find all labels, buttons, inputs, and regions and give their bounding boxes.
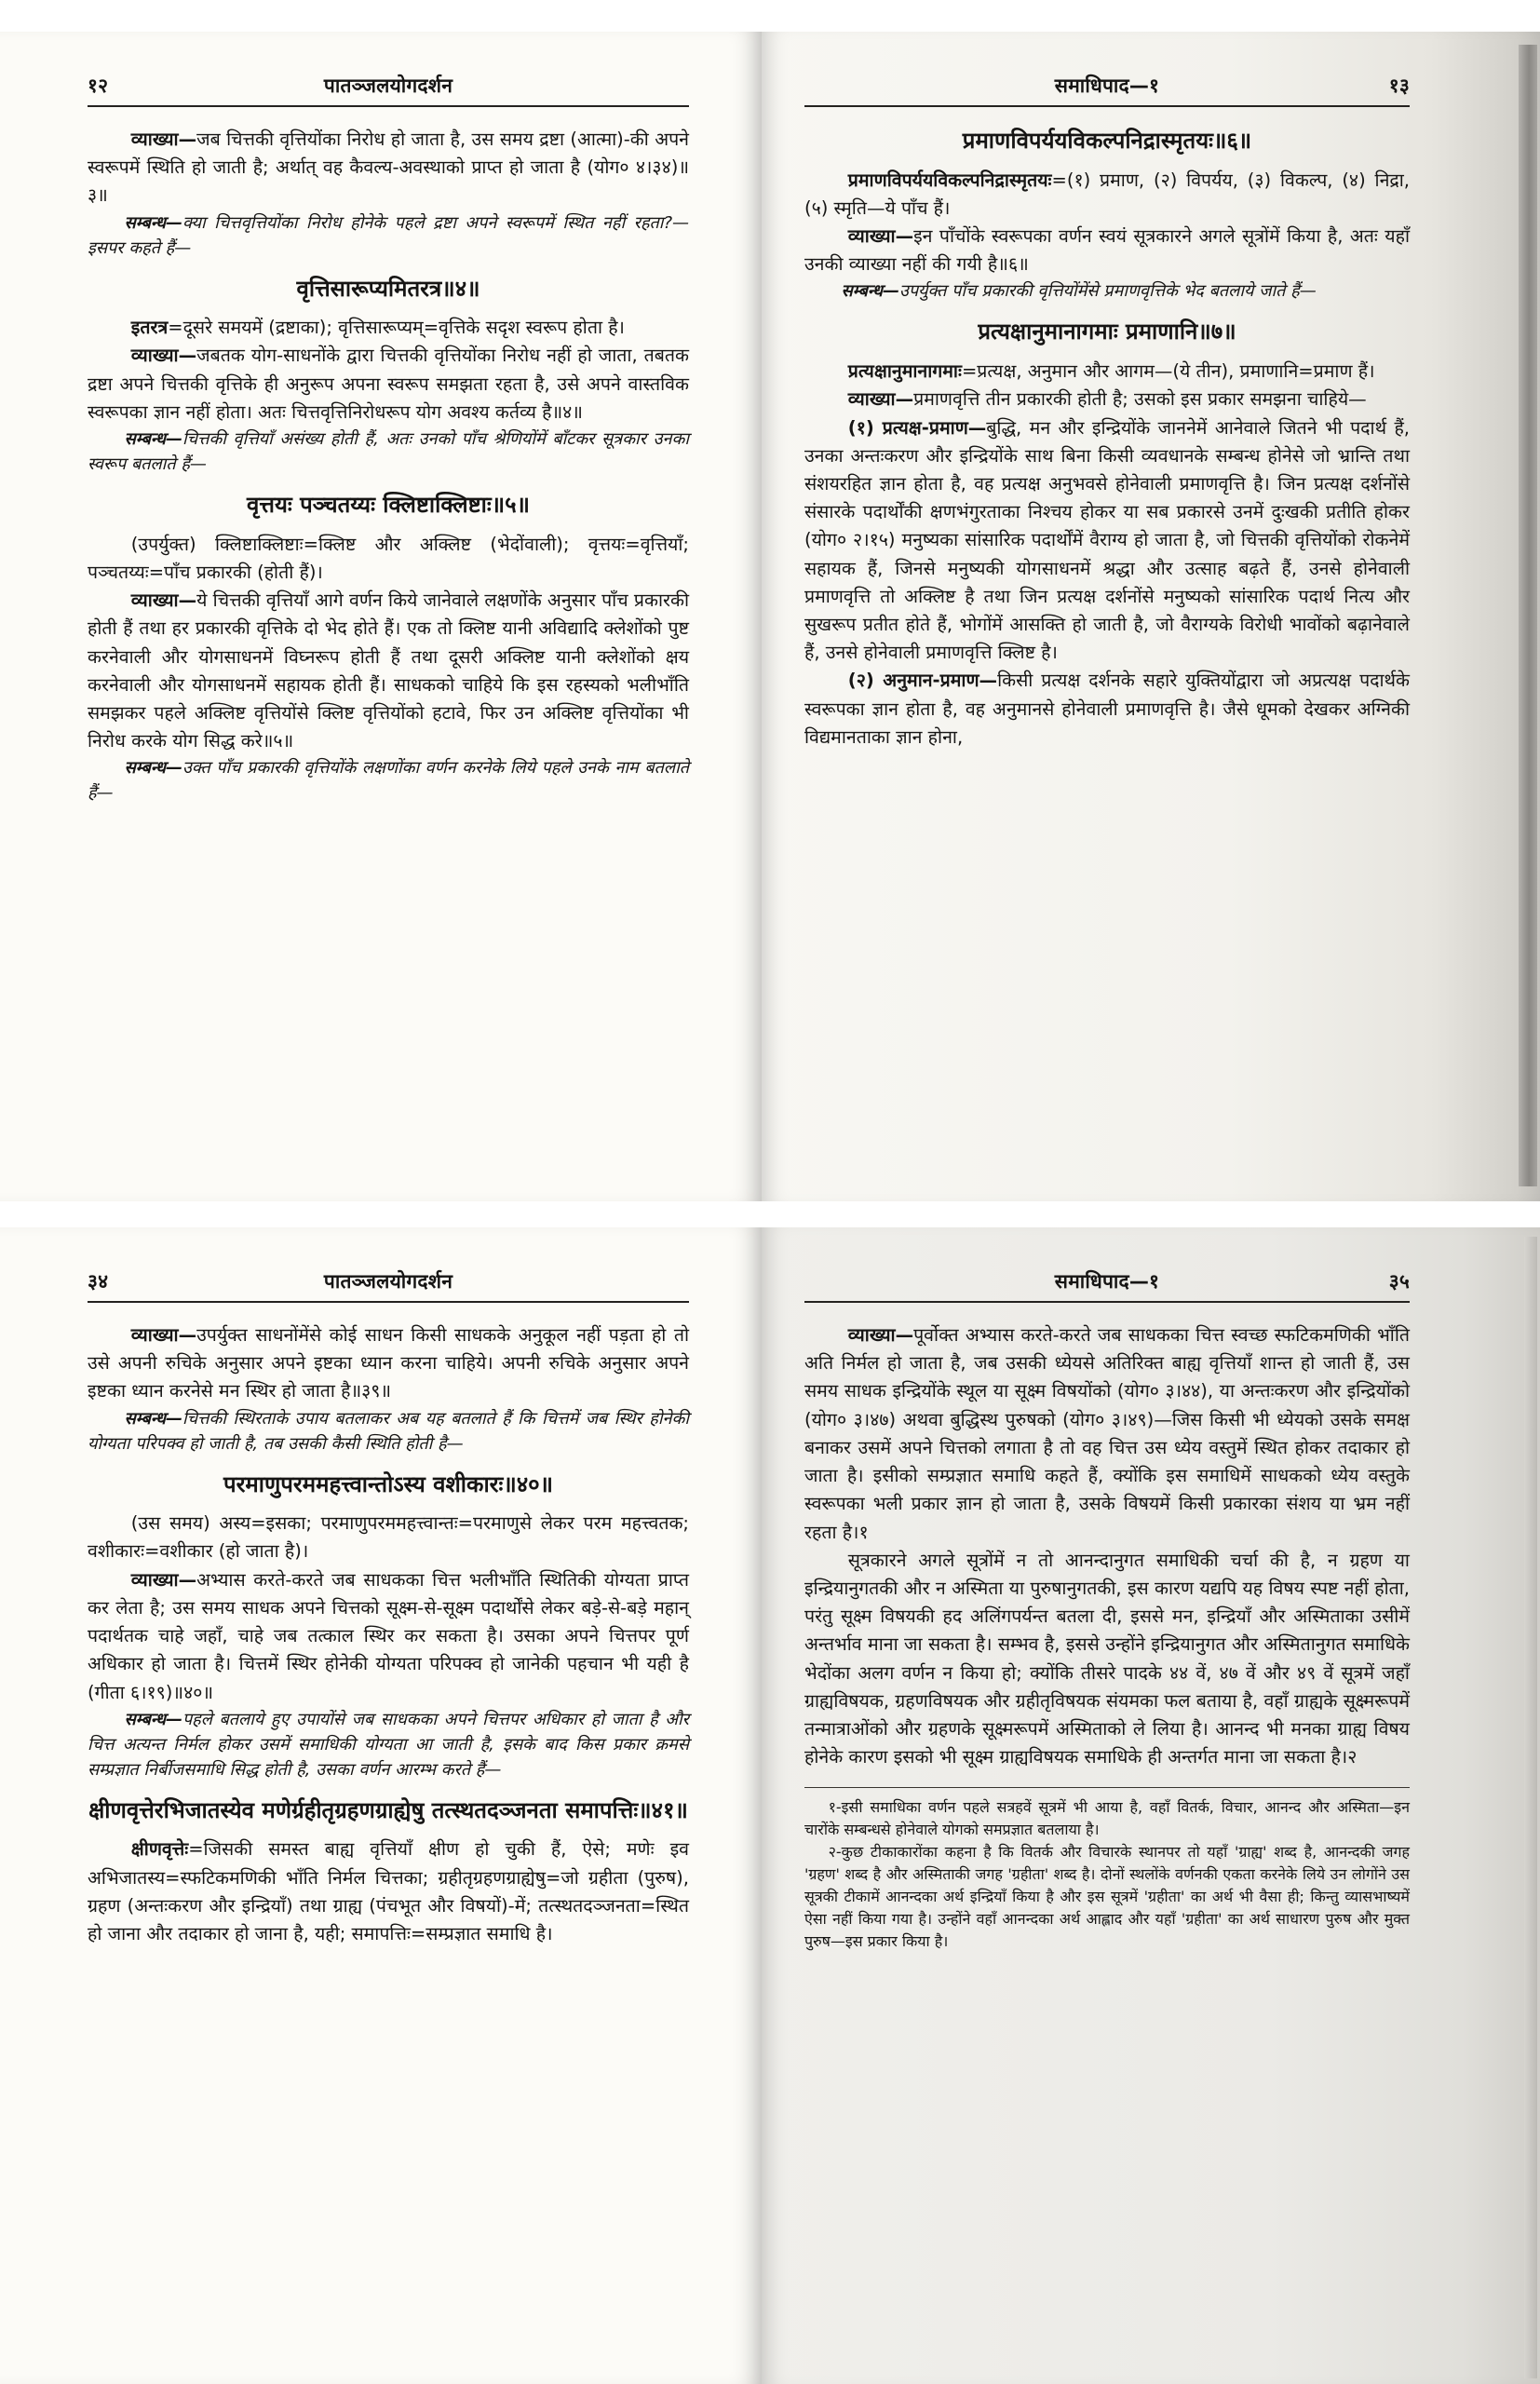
sambandha-note (88, 1406, 689, 1456)
paragraph-text: =प्रत्यक्ष, अनुमान और आगम—(ये तीन), प्रमाणानि=प्रमाण हैं। (961, 360, 1375, 383)
paragraph-label: व्याख्या— (130, 1324, 197, 1346)
pramana-paragraph-1 (804, 414, 1410, 668)
paragraph-text: पहले बतलाये हुए उपायोंसे जब साधकका अपने चित्तपर अधिकार हो जाता है और चित्त अत्यन्त निर्मल होकर उसमें समाधिकी योग्यता आ जाती है, इसके बाद किस प्रकार क्रमसे सम्प्रज्ञात निर्बीजसमाधि सिद्ध होती है, उसका वर्णन आरम्भ करते हैं— (88, 1709, 689, 1780)
paragraph-text: (उस समय) अस्य=इसका; परमाणुपरममहत्त्वान्तः=परमाणुसे लेकर परम महत्त्वतक; वशीकारः=वशीकार (हो जाता है)। (88, 1512, 689, 1563)
vyakhya-paragraph (804, 1321, 1410, 1547)
header-rule (88, 105, 689, 107)
paragraph-text: क्या चित्तवृत्तियोंका निरोध होनेके पहले द्रष्टा अपने स्वरूपमें स्थित नहीं रहता?—इसपर कहते हैं— (88, 212, 689, 258)
running-head (88, 73, 689, 99)
vyakhya-paragraph (88, 1566, 689, 1707)
header-rule (88, 1301, 689, 1303)
book-spread-bottom (0, 1227, 1540, 2384)
pramana-paragraph-2 (804, 667, 1410, 752)
running-title: समाधिपाद—१ (1054, 1270, 1160, 1293)
paragraph-label: सम्बन्ध— (124, 212, 182, 233)
anvaya-paragraph (804, 167, 1410, 223)
page-number: १३ (1388, 74, 1410, 97)
paragraph-text: अभ्यास करते-करते जब साधकका चित्त भलीभाँति स्थितिकी योग्यता प्राप्त कर लेता है; उस समय साधक अपने चित्तको सूक्ष्म-से-सूक्ष्म पदार्थोंसे लेकर बड़े-से-बड़े महान् पदार्थतक चाहे जहाँ, चाहे जब तत्काल स्थिर कर सकता है। उसका अपने चित्तपर पूर्ण अधिकार हो जाता है। चित्तमें स्थिर होनेकी योग्यता परिपक्व हो जानेकी पहचान भी यही है (गीता ६।१९)॥४०॥ (88, 1568, 689, 1703)
footnote-2: २-कुछ टीकाकारोंका कहना है कि वितर्क और विचारके स्थानपर तो यहाँ 'ग्राह्य' शब्द है, आनन्दकी जगह 'ग्रहण' शब्द है और अस्मिताकी जगह 'ग्रहीता' शब्द है। दोनों स्थलोंके वर्णनकी एकता करनेके लिये उन लोगोंने उस सूत्रकी टीकामें आनन्दका अर्थ इन्द्रियाँ किया है और इस सूत्रमें 'ग्रहीता' का अर्थ भी वैसा ही; किन्तु व्यासभाष्यमें ऐसा नहीं किया गया है। उन्होंने वहाँ आनन्दका अर्थ आह्लाद और यहाँ 'ग्रहीता' का अर्थ साधारण पुरुष और मुक्त पुरुष—इस प्रकार किया है। (804, 1842, 1410, 1950)
paragraph-text: =जिसकी समस्त बाह्य वृत्तियाँ क्षीण हो चुकी हैं, ऐसे; मणेः इव अभिजातस्य=स्फटिकमणिकी भाँति निर्मल चित्तका; ग्रहीतृग्रहणग्राह्येषु=जो ग्रहीता (पुरुष), ग्रहण (अन्तःकरण और इन्द्रियाँ) तथा ग्राह्य (पंचभूत और विषयों)-में; तत्स्थतदञ्जनता=स्थित हो जाना और तदाकार हो जाना है, यही; समापत्तिः=सम्प्रज्ञात समाधि है। (88, 1838, 689, 1945)
paragraph-label: व्याख्या— (130, 1568, 197, 1591)
page-number: ३४ (88, 1270, 109, 1293)
header-rule (804, 1301, 1410, 1303)
vyakhya-paragraph (88, 587, 689, 755)
sutra-heading: वृत्तयः पञ्चतय्यः क्लिष्टाक्लिष्टाः॥५॥ (247, 492, 530, 519)
vyakhya-paragraph (804, 223, 1410, 278)
paragraph-text: उपर्युक्त पाँच प्रकारकी वृत्तियोंमेंसे प्रमाणवृत्तिके भेद बतलाये जाते हैं— (898, 281, 1317, 302)
anvaya-paragraph (88, 1835, 689, 1948)
sutra-heading: प्रत्यक्षानुमानागमाः प्रमाणानि॥७॥ (978, 318, 1236, 345)
paragraph-text: सूत्रकारने अगले सूत्रोंमें न तो आनन्दानुगत समाधिकी चर्चा की है, न ग्रहण या इन्द्रियानुगतकी और न अस्मिता या पुरुषानुगतकी, इस कारण यद्यपि यह विषय स्पष्ट नहीं होता, परंतु सूक्ष्म विषयकी हद अलिंगपर्यन्त बतला दी, इससे मन, इन्द्रियाँ और अस्मिताका उसीमें अन्तर्भाव माना जा सकता है। सम्भव है, इससे उन्होंने इन्द्रियानुगत और अस्मितानुगत समाधिके भेदोंका अलग वर्णन न किया हो; क्योंकि तीसरे पादके ४४ वें, ४७ वें और ४९ वें सूत्रमें जहाँ ग्राह्यविषयक, ग्रहणविषयक और ग्रहीतृविषयक संयमका फल बताया है, वहाँ ग्राह्यके सूक्ष्मरूपमें तन्मात्राओंको और ग्रहणके सूक्ष्मरूपमें अस्मिताको ले लिया है। आनन्द भी मनका ग्राह्य विषय होनेके कारण इसको भी सूक्ष्म ग्राह्यविषयक समाधिके ही अन्तर्गत माना जा सकता है।२ (804, 1549, 1410, 1768)
paragraph-label: व्याख्या— (130, 345, 197, 367)
sambandha-note (88, 210, 689, 261)
paragraph-text: जबतक योग-साधनोंके द्वारा चित्तकी वृत्तियोंका निरोध नहीं हो जाता, तबतक द्रष्टा अपने चित्तकी वृत्तिके ही अनुरूप अपना स्वरूप समझता रहता है, उसे अपने वास्तविक स्वरूपका ज्ञान नहीं होता। अतः चित्तवृत्तिनिरोधरूप योग अवश्य कर्तव्य है॥४॥ (88, 345, 689, 423)
paragraph-text: उक्त पाँच प्रकारकी वृत्तियोंके लक्षणोंका वर्णन करनेके लिये पहले उनके नाम बतलाते हैं— (88, 758, 689, 804)
paragraph-label: (१) प्रत्यक्ष-प्रमाण— (847, 416, 987, 439)
anvaya-paragraph (88, 1510, 689, 1565)
paragraph-text: =दूसरे समयमें (द्रष्टाका); वृत्तिसारूप्यम्=वृत्तिके सदृश स्वरूप होता है। (168, 317, 625, 339)
paragraph-label: इतरत्र (130, 317, 169, 339)
paragraph-text: =(१) प्रमाण, (२) विपर्यय, (३) विकल्प, (४) निद्रा, (५) स्मृति—ये पाँच हैं। (804, 169, 1410, 219)
paragraph-text: प्रमाणवृत्ति तीन प्रकारकी होती है; उसको इस प्रकार समझना चाहिये— (913, 388, 1367, 411)
vyakhya-paragraph (88, 342, 689, 427)
paragraph-label: प्रत्यक्षानुमानागमाः (847, 360, 962, 383)
sambandha-note (88, 1707, 689, 1782)
paragraph-label: व्याख्या— (847, 225, 914, 248)
page-13 (762, 32, 1540, 1201)
sutra-heading: वृत्तिसारूप्यमितरत्र॥४॥ (296, 275, 480, 302)
anvaya-paragraph (88, 314, 689, 342)
page-number: १२ (88, 74, 109, 97)
sambandha-note (804, 278, 1410, 304)
book-spread-top (0, 32, 1540, 1201)
paragraph-label: व्याख्या— (130, 129, 197, 150)
paragraph-text: चित्तकी स्थिरताके उपाय बतलाकर अब यह बतलाते हैं कि चित्तमें जब स्थिर होनेकी योग्यता परिपक्व हो जाती है, तब उसकी कैसी स्थिति होती है— (88, 1408, 689, 1454)
paragraph-text: उपर्युक्त साधनोंमेंसे कोई साधन किसी साधकके अनुकूल नहीं पड़ता हो तो उसे अपनी रुचिके अनुसार अपने इष्टका ध्यान करना चाहिये। अपनी रुचिके अनुसार अपने इष्टका ध्यान करनेसे मन स्थिर हो जाता है॥३९॥ (88, 1324, 689, 1402)
footnotes-section (804, 1787, 1410, 1953)
paragraph-label: क्षीणवृत्तेः (130, 1838, 189, 1861)
paragraph-label: सम्बन्ध— (124, 1709, 182, 1729)
page-12 (0, 32, 762, 1201)
paragraph-text: इन पाँचोंके स्वरूपका वर्णन स्वयं सूत्रकारने अगले सूत्रोंमें किया है, अतः यहाँ उनकी व्याख्या नहीं की गयी है॥६॥ (804, 225, 1410, 276)
paragraph-text: पूर्वोक्त अभ्यास करते-करते जब साधकका चित्त स्वच्छ स्फटिकमणिकी भाँति अति निर्मल हो जाता है, जब उसकी ध्येयसे अतिरिक्त बाह्य वृत्तियाँ शान्त हो जाती हैं, उस समय साधक इन्द्रियोंके स्थूल या सूक्ष्म विषयोंको (योग० ३।४४), या अन्तःकरण और इन्द्रियोंको (योग० ३।४७) अथवा बुद्धिस्थ पुरुषको (योग० ३।४९)—जिस किसी भी ध्येयको उसके समक्ष बनाकर उसमें अपने चित्तको लगाता है तो वह चित्त उस ध्येय वस्तुमें स्थित होकर तदाकार हो जाता है। इसीको सम्प्रज्ञात समाधि कहते हैं, क्योंकि इस समाधिमें साधकको ध्येय वस्तुके स्वरूपका भली प्रकार ज्ञान हो जाता है, उसके विषयमें किसी प्रकारका संशय या भ्रम नहीं रहता है।१ (804, 1324, 1410, 1543)
paragraph-label: सम्बन्ध— (124, 758, 182, 779)
paragraph-label: व्याख्या— (847, 1324, 914, 1346)
paragraph-label: सम्बन्ध— (124, 429, 182, 450)
page-number: ३५ (1388, 1270, 1410, 1293)
page-body (88, 1321, 689, 1948)
running-title: समाधिपाद—१ (1054, 74, 1160, 97)
header-rule (804, 105, 1410, 107)
running-title: पातञ्जलयोगदर्शन (323, 1270, 453, 1293)
paragraph-label: व्याख्या— (847, 388, 914, 411)
page-34 (0, 1227, 762, 2384)
running-head (88, 1268, 689, 1294)
vyakhya-paragraph (804, 386, 1410, 413)
vyakhya-paragraph (88, 126, 689, 210)
paragraph-label: प्रमाणविपर्ययविकल्पनिद्रास्मृतयः (847, 169, 1052, 191)
page-body (804, 1321, 1410, 1953)
paragraph-text: बुद्धि, मन और इन्द्रियोंके जाननेमें आनेवाले जितने भी पदार्थ हैं, उनका अन्तःकरण और इन्द्रियोंके साथ बिना किसी व्यवधानके सम्बन्ध होनेसे जो भ्रान्ति तथा संशयरहित ज्ञान होता है, वह प्रत्यक्ष अनुभवसे होनेवाली प्रमाणवृत्ति है। जिन प्रत्यक्ष दर्शनोंसे संसारके पदार्थोंकी क्षणभंगुरताका निश्चय होकर या सब प्रकारसे उनमें दुःखकी प्रतीति होकर (योग० २।१५) मनुष्यका सांसारिक पदार्थोंमें वैराग्य हो जाता है, जो चित्तकी वृत्तियोंको रोकनेमें सहायक हैं, जिनसे मनुष्यकी योगसाधनमें श्रद्धा और उत्साह बढ़ते हैं, उनसे होनेवाली प्रमाणवृत्ति तो अक्लिष्ट है तथा जिन प्रत्यक्ष दर्शनोंसे मनुष्यको सांसारिक पदार्थ नित्य और सुखरूप प्रतीत होते हैं, भोगोंमें आसक्ति हो जाती है, जो वैराग्यके विरोधी भावोंको बढ़ानेवाले हैं, उनसे होनेवाली प्रमाणवृत्ति क्लिष्ट है। (804, 416, 1410, 664)
commentary-paragraph (804, 1547, 1410, 1772)
anvaya-paragraph (804, 358, 1410, 386)
vyakhya-paragraph (88, 1321, 689, 1406)
paragraph-text: किसी प्रत्यक्ष दर्शनके सहारे युक्तियोंद्वारा जो अप्रत्यक्ष पदार्थके स्वरूपका ज्ञान होता है, वह अनुमानसे होनेवाली प्रमाणवृत्ति है। जैसे धूमको देखकर अग्निकी विद्यमानताका ज्ञान होना, (804, 670, 1410, 748)
footnote-1: १-इसी समाधिका वर्णन पहले सत्रहवें सूत्रमें भी आया है, वहाँ वितर्क, विचार, आनन्द और अस्मिता—इन चारोंके सम्बन्धसे होनेवाले योगको समप्रज्ञात बतलाया है। (804, 1797, 1410, 1838)
anvaya-paragraph (88, 531, 689, 587)
sutra-heading: क्षीणवृत्तेरभिजातस्येव मणेर्ग्रहीतृग्रहणग्राह्येषु तत्स्थतदञ्जनता समापत्तिः॥४१॥ (88, 1796, 688, 1823)
paragraph-label: व्याख्या— (130, 589, 197, 612)
page-body (88, 126, 689, 806)
running-head (804, 1268, 1410, 1294)
paragraph-text: (उपर्युक्त) क्लिष्टाक्लिष्टाः=क्लिष्ट और अक्लिष्ट (भेदोंवाली); वृत्तयः=वृत्तियाँ; पञ्चतय्यः=पाँच प्रकारकी (होती हैं)। (88, 533, 689, 583)
paragraph-text: ये चित्तकी वृत्तियाँ आगे वर्णन किये जानेवाले लक्षणोंके अनुसार पाँच प्रकारकी होती हैं तथा हर प्रकारकी वृत्तिके दो भेद होते हैं। एक तो क्लिष्ट यानी अविद्यादि क्लेशोंको पुष्ट करनेवाली और योगसाधनमें विघ्नरूप होती हैं तथा दूसरी अक्लिष्ट यानी क्लेशोंको क्षय करनेवाली और योगसाधनमें सहायक होती हैं। साधकको चाहिये कि इस रहस्यको भलीभाँति समझकर पहले अक्लिष्ट वृत्तियोंसे क्लिष्ट वृत्तियोंको हटावे, फिर उन अक्लिष्ट वृत्तियोंका भी निरोध करके योग सिद्ध करे॥५॥ (88, 589, 689, 752)
paragraph-label: सम्बन्ध— (841, 281, 899, 302)
running-title: पातञ्जलयोगदर्शन (323, 74, 453, 97)
sutra-heading: परमाणुपरममहत्त्वान्तोऽस्य वशीकारः॥४०॥ (223, 1470, 554, 1497)
running-head (804, 73, 1410, 99)
sambandha-note (88, 755, 689, 806)
paragraph-text: चित्तकी वृत्तियाँ असंख्य होती हैं, अतः उनको पाँच श्रेणियोंमें बाँटकर सूत्रकार उनका स्वरूप बतलाते हैं— (88, 429, 689, 475)
paragraph-text: जब चित्तकी वृत्तियोंका निरोध हो जाता है, उस समय द्रष्टा (आत्मा)-की अपने स्वरूपमें स्थिति हो जाती है; अर्थात् वह कैवल्य-अवस्थाको प्राप्त हो जाता है (योग० ४।३४)॥३॥ (88, 129, 689, 207)
paragraph-label: (२) अनुमान-प्रमाण— (847, 670, 998, 692)
sutra-heading: प्रमाणविपर्ययविकल्पनिद्रास्मृतयः॥६॥ (962, 128, 1252, 154)
page-35 (762, 1227, 1540, 2384)
page-body (804, 126, 1410, 752)
sambandha-note (88, 427, 689, 477)
paragraph-label: सम्बन्ध— (124, 1408, 182, 1429)
